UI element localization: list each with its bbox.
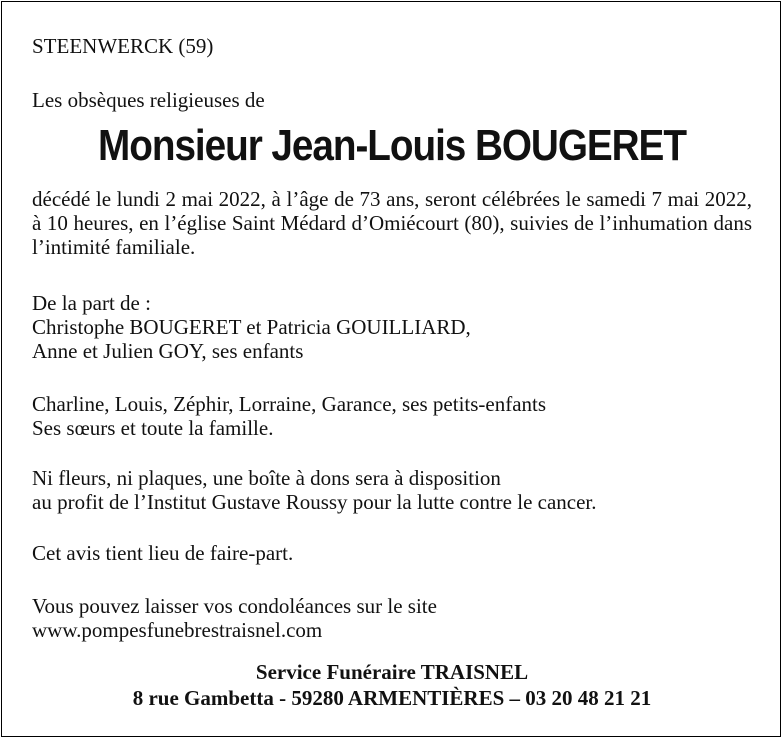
service-details: décédé le lundi 2 mai 2022, à l’âge de 73 ans, seront célébrées le samedi 7 mai 2022, à 10 heures, en l’église Saint Médard d’Omiécourt (80), suivies de l’inhumation dans l’intimité familiale. (32, 187, 752, 259)
family-intro: De la part de : (32, 291, 151, 315)
donations-line-1: Ni fleurs, ni plaques, une boîte à dons sera à disposition (32, 466, 501, 490)
family-line-2: Anne et Julien GOY, ses enfants (32, 339, 304, 363)
location-text: STEENWERCK (59) (32, 34, 214, 58)
faire-part-section (32, 541, 772, 565)
family-line-1: Christophe BOUGERET et Patricia GOUILLIARD, (32, 315, 471, 339)
grandchildren-line-2: Ses sœurs et toute la famille. (32, 416, 274, 440)
family-section (32, 291, 772, 363)
location (32, 34, 772, 58)
intro-text: Les obsèques religieuses de (32, 88, 265, 112)
faire-part-text: Cet avis tient lieu de faire-part. (32, 541, 294, 565)
intro (32, 88, 772, 112)
condolences-line-1: Vous pouvez laisser vos condoléances sur le site (32, 594, 437, 618)
grandchildren-section (32, 392, 772, 440)
donations-section (32, 466, 772, 514)
funeral-company: Service Funéraire TRAISNEL (255, 660, 529, 684)
deceased-name: Monsieur Jean-Louis BOUGERET (98, 121, 686, 170)
condolences-website: www.pompesfunebrestraisnel.com (32, 618, 323, 642)
funeral-service-footer (0, 659, 784, 711)
grandchildren-line-1: Charline, Louis, Zéphir, Lorraine, Garance, ses petits-enfants (32, 392, 547, 416)
condolences-section (32, 594, 772, 642)
funeral-address: 8 rue Gambetta - 59280 ARMENTIÈRES – 03 20 48 21 21 (132, 686, 652, 710)
donations-line-2: au profit de l’Institut Gustave Roussy pour la lutte contre le cancer. (32, 490, 597, 514)
